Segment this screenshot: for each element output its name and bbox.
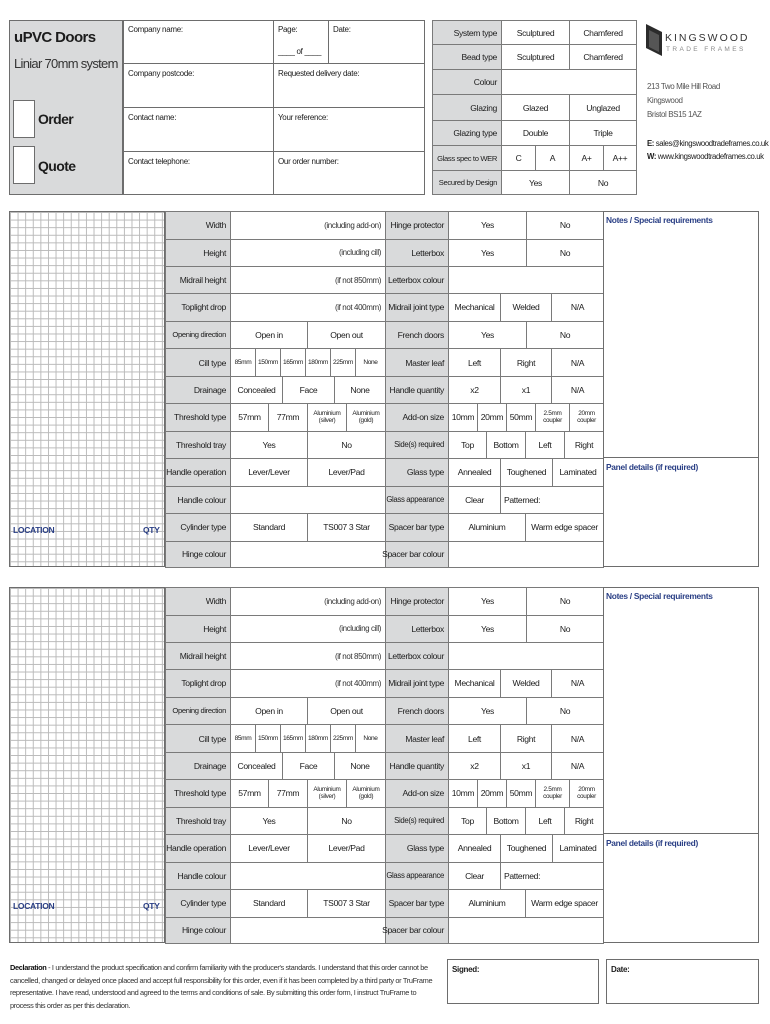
divider [123,107,425,108]
notes-label: Notes / Special requirements [606,591,713,601]
page-label: Page: [278,25,298,34]
door-width-option[interactable]: (including add-on) [230,211,386,240]
door-sides-required-option[interactable]: Right [564,431,604,460]
notes-label: Notes / Special requirements [606,215,713,225]
door-hinge-colour-option[interactable] [230,541,386,569]
door-glass-appearance-option[interactable]: Clear [448,862,501,891]
panel-details-area[interactable] [603,833,759,943]
door-opening-direction-option[interactable]: Open in [230,697,308,726]
door-addon-size-label: Add-on size [385,403,449,432]
door-cill-type-option[interactable]: 225mm [330,724,356,753]
door-french-doors-option[interactable]: No [526,697,604,726]
door-midrail-height-label: Midrail height [165,266,231,294]
door-toplight-drop-label: Toplight drop [165,293,231,322]
double-option[interactable]: Double [501,120,570,146]
door-midrail-joint-label: Midrail joint type [385,669,449,698]
door-threshold-type-option[interactable]: 77mm [268,403,308,432]
door-handle-quantity-option[interactable]: x2 [448,752,501,780]
qty-label: QTY [143,525,160,535]
door-letterbox-colour-option[interactable] [448,642,604,670]
door-cill-type-option[interactable]: 225mm [330,348,356,377]
bead-chamfered[interactable]: Chamfered [569,44,637,70]
door-cill-type-option[interactable]: None [355,724,386,753]
door-threshold-tray-option[interactable]: No [307,431,386,460]
door-midrail-height-label: Midrail height [165,642,231,670]
door-drainage-option[interactable]: None [334,376,386,404]
door-cill-type-label: Cill type [165,724,231,753]
door-hinge-protector-option[interactable]: No [526,211,604,240]
order-checkbox[interactable] [13,100,35,138]
door-glass-appearance-label: Glass appearance [385,862,449,891]
wer-a[interactable]: A [535,145,570,171]
door-letterbox-colour-label: Letterbox colour [385,642,449,670]
door-handle-colour-option[interactable] [230,862,386,891]
logo-subtitle: TRADE FRAMES [666,46,746,53]
door-cill-type-option[interactable]: None [355,348,386,377]
door-letterbox-colour-option[interactable] [448,266,604,294]
qty-label: QTY [143,901,160,911]
contact-telephone-label: Contact telephone: [128,157,190,166]
signed-label: Signed: [452,965,480,974]
notes-area[interactable] [603,587,759,834]
door-threshold-tray-label: Threshold tray [165,807,231,836]
door-cill-type-option[interactable]: 150mm [255,724,281,753]
door-master-leaf-label: Master leaf [385,724,449,753]
glazed-option[interactable]: Glazed [501,94,570,121]
web-link[interactable]: www.kingswoodtradeframes.co.uk [657,152,764,161]
door-toplight-drop-option[interactable]: (if not 400mm) [230,669,386,698]
door-handle-colour-label: Handle colour [165,486,231,515]
door-master-leaf-option[interactable]: N/A [551,724,604,753]
colour-field[interactable] [501,69,637,95]
wer-a-plus[interactable]: A+ [569,145,604,171]
wer-a-plus-plus[interactable]: A++ [603,145,637,171]
door-sides-required-option[interactable]: Bottom [486,807,526,836]
declaration-text: - I understand the product specification and confirm familiarity with the producer's standards. I understand that this order cannot be cancelled, changed or delayed once placed and accept full responsibility for this order, even if it has been completed by a third party or TruFrame representative. I have read, understood and agreed to the terms and conditions of sale. By submitting this order form, I instruct TruFrame to process this order as per this declaration. [10,963,433,1010]
door-handle-quantity-option[interactable]: N/A [551,376,604,404]
door-glass-type-option[interactable]: Laminated [552,458,604,487]
door-threshold-tray-option[interactable]: No [307,807,386,836]
door-sides-required-option[interactable]: Right [564,807,604,836]
declaration [10,962,440,1012]
glass-spec-label: Glass spec to WER [432,145,502,171]
door-midrail-joint-option[interactable]: Welded [500,669,552,698]
door-threshold-type-option[interactable]: Aluminium (gold) [346,403,386,432]
system-chamfered[interactable]: Chamfered [569,20,637,45]
door-addon-size-option[interactable]: 20mm coupler [569,779,604,808]
door-threshold-type-label: Threshold type [165,403,231,432]
door-sides-required-option[interactable]: Top [448,431,487,460]
panel-details-area[interactable] [603,457,759,567]
door-addon-size-label: Add-on size [385,779,449,808]
door-handle-quantity-option[interactable]: x2 [448,376,501,404]
door-height-label: Height [165,615,231,644]
door-opening-direction-label: Opening direction [165,321,231,350]
door-threshold-tray-option[interactable]: Yes [230,431,308,460]
door-threshold-type-option[interactable]: 57mm [230,779,269,808]
door-glass-type-label: Glass type [385,458,449,487]
colour-label: Colour [432,69,502,95]
door-letterbox-label: Letterbox [385,615,449,644]
form-title: uPVC Doors [14,29,96,46]
door-spacer-bar-type-label: Spacer bar type [385,889,449,918]
door-cill-type-option[interactable]: 180mm [305,724,331,753]
door-handle-colour-label: Handle colour [165,862,231,891]
door-toplight-drop-label: Toplight drop [165,669,231,698]
door-width-option[interactable]: (including add-on) [230,587,386,616]
door-glass-type-option[interactable]: Laminated [552,834,604,863]
email-link[interactable]: sales@kingswoodtradeframes.co.uk [655,139,769,148]
door-sides-required-option[interactable]: Bottom [486,431,526,460]
door-handle-quantity-option[interactable]: N/A [551,752,604,780]
order-label: Order [38,111,74,127]
glazing-type-label: Glazing type [432,120,502,146]
door-midrail-joint-label: Midrail joint type [385,293,449,322]
door-cill-type-option[interactable]: 180mm [305,348,331,377]
location-field[interactable] [9,520,165,567]
door-spacer-bar-colour-label: Spacer bar colour [385,541,449,569]
address-line-1: 213 Two Mile Hill Road [647,82,720,91]
door-midrail-height-option[interactable]: (if not 850mm) [230,266,386,294]
door-addon-size-option[interactable]: 20mm [477,779,507,808]
panel-details-label: Panel details (if required) [606,462,698,472]
quote-checkbox[interactable] [13,146,35,184]
secured-yes[interactable]: Yes [501,170,570,195]
door-spacer-bar-colour-option[interactable] [448,541,604,569]
door-master-leaf-option[interactable]: Right [500,724,552,753]
door-spacer-bar-type-option[interactable]: Warm edge spacer [525,513,604,542]
logo-name: KINGSWOOD [665,32,750,44]
door-midrail-joint-option[interactable]: Welded [500,293,552,322]
door-handle-quantity-option[interactable]: x1 [500,376,552,404]
door-hinge-protector-label: Hinge protector [385,211,449,240]
page-of-field[interactable]: ____ of ____ [278,47,322,56]
door-midrail-joint-option[interactable]: Mechanical [448,293,501,322]
door-letterbox-label: Letterbox [385,239,449,268]
divider [123,63,425,64]
door-opening-direction-label: Opening direction [165,697,231,726]
door-threshold-type-option[interactable]: Aluminium (gold) [346,779,386,808]
door-glass-type-option[interactable]: Annealed [448,458,501,487]
door-height-label: Height [165,239,231,268]
door-cylinder-type-option[interactable]: Standard [230,513,308,542]
date-label: Date: [333,25,351,34]
door-glass-type-option[interactable]: Toughened [500,458,553,487]
door-handle-operation-option[interactable]: Lever/Lever [230,458,308,487]
door-cylinder-type-option[interactable]: TS007 3 Star [307,889,386,918]
door-master-leaf-option[interactable]: Left [448,724,501,753]
divider [123,151,425,152]
door-cill-type-label: Cill type [165,348,231,377]
door-cill-type-option[interactable]: 165mm [280,724,306,753]
declaration-title: Declaration [10,963,47,972]
door-height-option[interactable]: (including cill) [230,615,386,644]
delivery-date-label: Requested delivery date: [278,69,360,78]
door-handle-quantity-option[interactable]: x1 [500,752,552,780]
door-addon-size-option[interactable]: 2.5mm coupler [535,779,570,808]
system-sculptured[interactable]: Sculptured [501,20,570,45]
door-hinge-protector-option[interactable]: Yes [448,587,527,616]
door-hinge-protector-option[interactable]: No [526,587,604,616]
door-opening-direction-option[interactable]: Open in [230,321,308,350]
door-letterbox-option[interactable]: No [526,239,604,268]
door-threshold-type-label: Threshold type [165,779,231,808]
door-drainage-option[interactable]: None [334,752,386,780]
door-spacer-bar-colour-option[interactable] [448,917,604,945]
door-glass-appearance-option[interactable]: Patterned: [500,486,604,515]
door-handle-colour-option[interactable] [230,486,386,515]
company-name-label: Company name: [128,25,183,34]
door-letterbox-colour-label: Letterbox colour [385,266,449,294]
door-handle-operation-label: Handle operation [165,834,231,863]
door-master-leaf-option[interactable]: Right [500,348,552,377]
door-height-option[interactable]: (including cill) [230,239,386,268]
door-spacer-bar-type-option[interactable]: Aluminium [448,513,526,542]
door-drainage-option[interactable]: Face [282,752,335,780]
door-french-doors-option[interactable]: No [526,321,604,350]
panel-details-label: Panel details (if required) [606,838,698,848]
door-spacer-bar-colour-label: Spacer bar colour [385,917,449,945]
door-letterbox-option[interactable]: Yes [448,239,527,268]
door-french-doors-option[interactable]: Yes [448,321,527,350]
company-postcode-label: Company postcode: [128,69,195,78]
footer-date-label: Date: [611,965,630,974]
door-cylinder-type-label: Cylinder type [165,513,231,542]
door-hinge-protector-option[interactable]: Yes [448,211,527,240]
kingswood-logo-icon [646,24,662,56]
door-hinge-protector-label: Hinge protector [385,587,449,616]
door-midrail-joint-option[interactable]: N/A [551,669,604,698]
door-french-doors-option[interactable]: Yes [448,697,527,726]
door-width-label: Width [165,587,231,616]
door-sides-required-option[interactable]: Top [448,807,487,836]
door-handle-operation-option[interactable]: Lever/Pad [307,834,386,863]
door-cill-type-option[interactable]: 85mm [230,724,256,753]
door-drainage-option[interactable]: Concealed [230,376,283,404]
door-hinge-colour-label: Hinge colour [165,917,231,945]
door-glass-type-option[interactable]: Toughened [500,834,553,863]
door-addon-size-option[interactable]: 10mm [448,403,478,432]
triple-option[interactable]: Triple [569,120,637,146]
door-drainage-label: Drainage [165,752,231,780]
door-cylinder-type-label: Cylinder type [165,889,231,918]
location-field[interactable] [9,896,165,943]
door-french-doors-label: French doors [385,321,449,350]
door-sketch-grid[interactable] [9,211,165,567]
door-cill-type-option[interactable]: 165mm [280,348,306,377]
secured-label: Secured by Design [432,170,502,195]
door-sides-required-label: Side(s) required [385,807,449,836]
door-letterbox-option[interactable]: No [526,615,604,644]
door-master-leaf-option[interactable]: N/A [551,348,604,377]
door-cylinder-type-option[interactable]: TS007 3 Star [307,513,386,542]
door-cill-type-option[interactable]: 85mm [230,348,256,377]
door-cylinder-type-option[interactable]: Standard [230,889,308,918]
location-label: LOCATION [13,525,55,535]
address-line-3: Bristol BS15 1AZ [647,110,702,119]
wer-c[interactable]: C [501,145,536,171]
door-letterbox-option[interactable]: Yes [448,615,527,644]
door-sketch-grid[interactable] [9,587,165,943]
notes-area[interactable] [603,211,759,458]
door-drainage-label: Drainage [165,376,231,404]
door-sides-required-label: Side(s) required [385,431,449,460]
door-opening-direction-option[interactable]: Open out [307,321,386,350]
contact-name-label: Contact name: [128,113,177,122]
door-glass-appearance-option[interactable]: Clear [448,486,501,515]
door-glass-appearance-label: Glass appearance [385,486,449,515]
door-handle-operation-option[interactable]: Lever/Lever [230,834,308,863]
email-row [647,139,768,148]
door-glass-type-label: Glass type [385,834,449,863]
door-addon-size-option[interactable]: 50mm [506,403,536,432]
quote-label: Quote [38,158,76,174]
door-handle-quantity-label: Handle quantity [385,376,449,404]
glazing-label: Glazing [432,94,502,121]
door-width-label: Width [165,211,231,240]
bead-type-label: Bead type [432,44,502,70]
unglazed-option[interactable]: Unglazed [569,94,637,121]
door-opening-direction-option[interactable]: Open out [307,697,386,726]
order-number-label: Our order number: [278,157,339,166]
door-handle-operation-label: Handle operation [165,458,231,487]
secured-no[interactable]: No [569,170,637,195]
door-handle-quantity-label: Handle quantity [385,752,449,780]
your-reference-label: Your reference: [278,113,328,122]
door-cill-type-option[interactable]: 150mm [255,348,281,377]
door-addon-size-option[interactable]: 10mm [448,779,478,808]
door-hinge-colour-option[interactable] [230,917,386,945]
address-line-2: Kingswood [647,96,683,105]
door-sides-required-option[interactable]: Left [525,431,565,460]
divider [328,20,329,63]
door-master-leaf-label: Master leaf [385,348,449,377]
door-threshold-tray-label: Threshold tray [165,431,231,460]
door-spacer-bar-type-label: Spacer bar type [385,513,449,542]
email-label: E: [647,139,654,148]
door-drainage-option[interactable]: Concealed [230,752,283,780]
door-threshold-tray-option[interactable]: Yes [230,807,308,836]
door-midrail-joint-option[interactable]: Mechanical [448,669,501,698]
door-handle-operation-option[interactable]: Lever/Pad [307,458,386,487]
door-threshold-type-option[interactable]: Aluminium (silver) [307,403,347,432]
door-drainage-option[interactable]: Face [282,376,335,404]
web-label: W: [647,152,657,161]
door-midrail-height-option[interactable]: (if not 850mm) [230,642,386,670]
web-row [647,152,764,161]
system-type-label: System type [432,20,502,45]
door-spacer-bar-type-option[interactable]: Warm edge spacer [525,889,604,918]
door-french-doors-label: French doors [385,697,449,726]
location-label: LOCATION [13,901,55,911]
door-master-leaf-option[interactable]: Left [448,348,501,377]
door-glass-type-option[interactable]: Annealed [448,834,501,863]
door-addon-size-option[interactable]: 20mm [477,403,507,432]
door-toplight-drop-option[interactable]: (if not 400mm) [230,293,386,322]
door-hinge-colour-label: Hinge colour [165,541,231,569]
door-threshold-type-option[interactable]: Aluminium (silver) [307,779,347,808]
door-addon-size-option[interactable]: 50mm [506,779,536,808]
door-threshold-type-option[interactable]: 77mm [268,779,308,808]
bead-sculptured[interactable]: Sculptured [501,44,570,70]
door-threshold-type-option[interactable]: 57mm [230,403,269,432]
door-sides-required-option[interactable]: Left [525,807,565,836]
form-subtitle: Liniar 70mm system [14,56,118,71]
door-addon-size-option[interactable]: 2.5mm coupler [535,403,570,432]
door-midrail-joint-option[interactable]: N/A [551,293,604,322]
door-spacer-bar-type-option[interactable]: Aluminium [448,889,526,918]
door-glass-appearance-option[interactable]: Patterned: [500,862,604,891]
door-addon-size-option[interactable]: 20mm coupler [569,403,604,432]
